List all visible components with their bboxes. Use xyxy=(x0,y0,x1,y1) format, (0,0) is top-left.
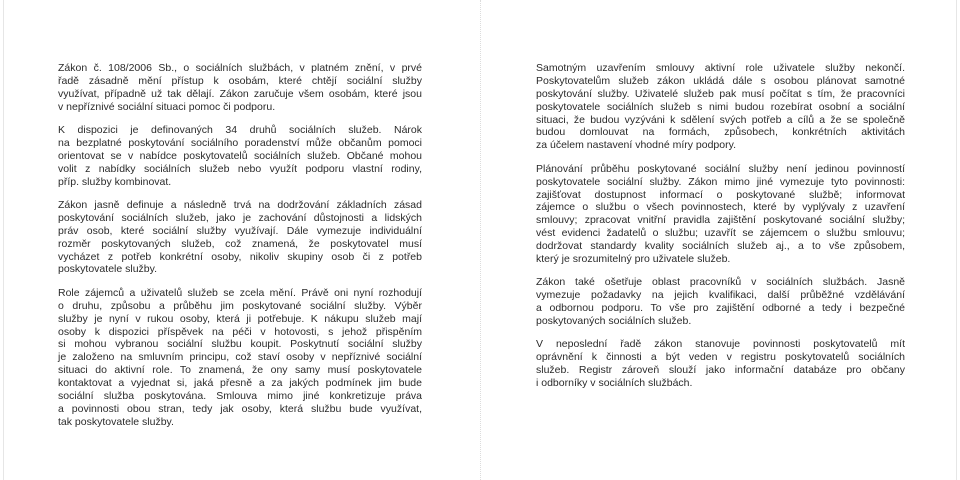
paragraph-workers xyxy=(536,276,905,328)
text-line: služeb. Registr zároveň slouží jako informační databáze pro občany xyxy=(536,364,905,377)
paragraph-law-intro xyxy=(58,62,422,114)
text-line: o druhu, způsobu a průběhu jim poskytované sociální služby. Výběr xyxy=(58,299,422,312)
text-line: smlouvy; zpracovat vnitřní pravidla zajištění poskytované sociální služby; xyxy=(536,214,905,227)
text-line: příp. služby kombinovat. xyxy=(58,175,172,188)
text-line: budou domlouvat na formách, způsobech, konkrétních aktivitách xyxy=(536,126,905,139)
right-page-text xyxy=(536,62,905,400)
paragraph-registry xyxy=(536,338,905,390)
paragraph-user-role xyxy=(58,287,422,429)
text-line: a povinnosti obou stran, tedy jak osoby, která službu bude využívat, xyxy=(58,402,422,415)
text-line: práv osob, které sociální služby využívají. Dále vymezuje individuální xyxy=(58,224,422,237)
text-line: za účelem nastavení vhodné míry podpory. xyxy=(536,139,736,152)
text-line: Plánování průběhu poskytované sociální služby není jedinou povinností xyxy=(536,162,905,175)
text-line: Role zájemců a uživatelů služeb se zcela mění. Právě oni nyní rozhodují xyxy=(58,286,422,299)
text-line: vymezuje požadavky na jejich kvalifikaci, další průběžné vzdělávání xyxy=(536,289,905,302)
text-line: Zákon jasně definuje a následně trvá na dodržování základních zásad xyxy=(58,199,422,212)
text-line: Samotným uzavřením smlouvy aktivní role uživatele služby nekončí. xyxy=(536,62,905,74)
paragraph-provider-duties xyxy=(536,163,905,266)
text-line: Zákon také ošetřuje oblast pracovníků v sociálních službách. Jasně xyxy=(536,276,905,289)
text-line: poskytovatele služby. xyxy=(58,263,158,276)
text-line: Poskytovatelům služeb zákon ukládá dále s osobou plánovat samotné xyxy=(536,74,905,87)
paragraph-service-types xyxy=(58,124,422,188)
text-line: tak poskytovatele služby. xyxy=(58,415,174,428)
text-line: V neposlední řadě zákon stanovuje povinnosti poskytovatelů mít xyxy=(536,338,905,351)
page-border-right xyxy=(956,0,957,480)
text-line: a odbornou podporu. To vše pro zajištění odborné a tedy i bezpečné xyxy=(536,302,905,315)
text-line: sociální služba poskytována. Smlouva mimo jiné konkretizuje práva xyxy=(58,389,422,402)
text-line: kontaktovat a vyjednat si, jaká přesně a za jakých podmínek jim bude xyxy=(58,377,422,390)
text-line: situaci, že budou vyzýváni k sdělení svých potřeb a cílů a že se společně xyxy=(536,113,905,126)
text-line: poskytování služby. Uživatelé služeb pak musí počítat s tím, že pracovníci xyxy=(536,87,905,100)
text-line: využívat, případně už tak dělají. Zákon zaručuje všem osobám, které jsou xyxy=(58,87,422,100)
text-line: i odborníky v sociálních službách. xyxy=(536,377,693,390)
text-line: zájemce o službu o všech povinnostech, které by vyplývaly z uzavření xyxy=(536,201,905,214)
text-line: situaci do aktivní role. To znamená, že ony samy musí poskytovatele xyxy=(58,364,422,377)
left-page-text xyxy=(58,62,422,439)
paragraph-service-planning xyxy=(536,62,905,152)
text-line: který je srozumitelný pro uživatele služeb. xyxy=(536,252,731,265)
text-line: Zákon č. 108/2006 Sb., o sociálních službách, v platném znění, v prvé xyxy=(58,62,422,74)
text-line: poskytovatele sociální služby. Zákon mimo jiné vymezuje tyto povinnosti: xyxy=(536,175,905,188)
text-line: oprávnění k činnosti a být veden v registru poskytovatelů sociálních xyxy=(536,351,905,364)
paragraph-principles xyxy=(58,199,422,276)
text-line: K dispozici je definovaných 34 druhů sociálních služeb. Nárok xyxy=(58,124,422,137)
page-border-left xyxy=(3,0,4,480)
text-line: je založeno na smluvním principu, což staví osoby v nepříznivé sociální xyxy=(58,351,422,364)
text-line: na bezplatné poskytování sociálního poradenství může občanům pomoci xyxy=(58,136,422,149)
text-line: si mohou vybranou sociální službu koupit. Poskytnutí sociální služby xyxy=(58,338,422,351)
text-line: poskytování sociálních služeb, jako je zachování důstojnosti a lidských xyxy=(58,211,422,224)
text-line: zajišťovat dostupnost informací o poskytované službě; informovat xyxy=(536,188,905,201)
page-fold-line xyxy=(480,0,481,480)
text-line: osoby k dispozici příspěvek na péči v hotovosti, s jehož přispěním xyxy=(58,325,422,338)
text-line: poskytovatele sociálních služeb s nimi budou rozebírat osobní a sociální xyxy=(536,100,905,113)
text-line: orientovat se v nabídce poskytovatelů sociálních služeb. Občané mohou xyxy=(58,149,422,162)
text-line: řadě zásadně mění přístup k osobám, které chtějí sociální služby xyxy=(58,74,422,87)
text-line: poskytovaných sociálních služeb. xyxy=(536,315,692,328)
text-line: dodržovat standardy kvality sociálních služeb aj., a to vše způsobem, xyxy=(536,240,905,253)
text-line: vycházet z potřeb konkrétní osoby, nikoliv skupiny osob či z potřeb xyxy=(58,250,422,263)
text-line: služby je nyní v rukou osoby, která ji potřebuje. K nákupu služeb mají xyxy=(58,312,422,325)
text-line: v nepříznivé sociální situaci pomoc či podporu. xyxy=(58,100,276,113)
text-line: volit z nabídky sociálních služeb nebo využít podporu vlastní rodiny, xyxy=(58,162,422,175)
text-line: vést evidenci žadatelů o službu; uzavřít se zájemcem o službu smlouvu; xyxy=(536,227,905,240)
text-line: rozměr poskytovaných služeb, což znamená, že poskytovatel musí xyxy=(58,237,422,250)
